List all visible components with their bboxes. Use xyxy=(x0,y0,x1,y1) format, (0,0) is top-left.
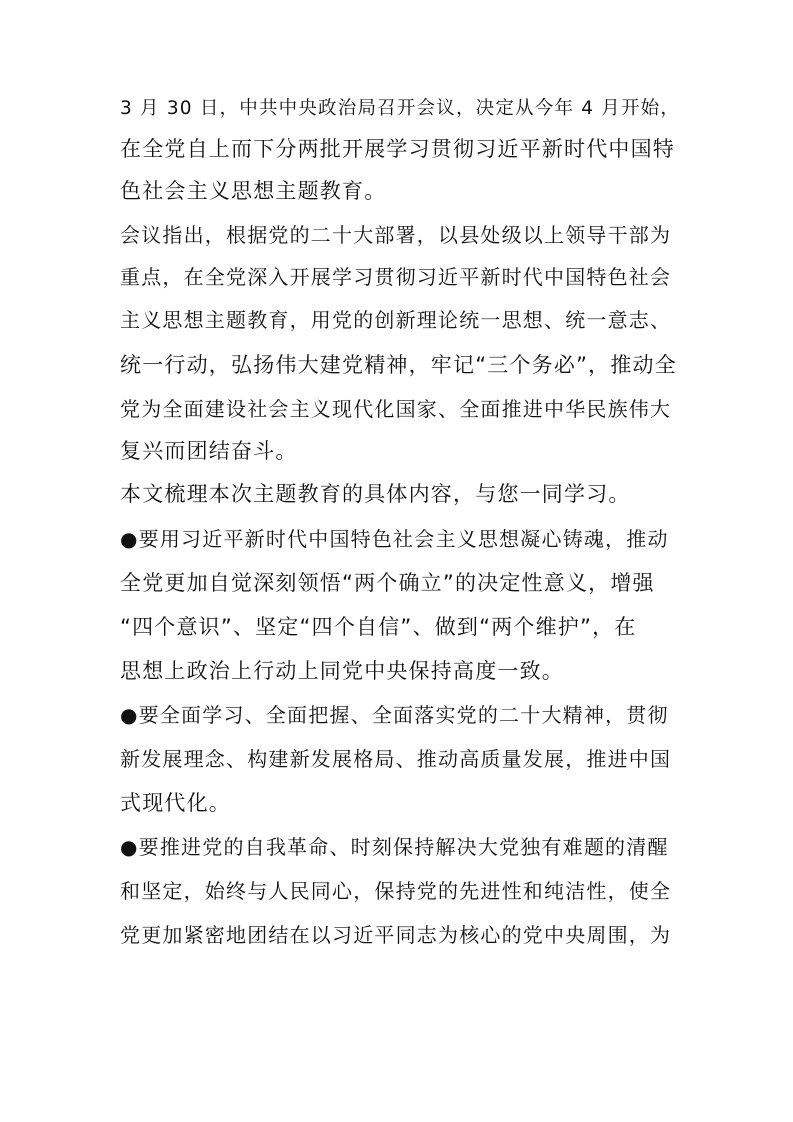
text-line: 思想上政治上行动上同党中央保持高度一致。 xyxy=(120,659,564,683)
text-line: 会议指出，根据党的二十大部署，以县处级以上领导干部为 xyxy=(120,223,672,247)
text-line: 党更加紧密地团结在以习近平同志为核心的党中央周围，为 xyxy=(120,923,672,947)
text-line: 统一行动，弘扬伟大建党精神，牢记“三个务必”，推动全 xyxy=(120,353,677,377)
bullet-line: ●要全面学习、全面把握、全面落实党的二十大精神，贯彻 xyxy=(120,703,669,727)
text-line: 3 月 30 日，中共中央政治局召开会议，决定从今年 4 月开始， xyxy=(120,98,681,119)
text-line: 主义思想主题教育，用党的创新理论统一思想、统一意志、 xyxy=(120,308,672,332)
bullet-line: ●要推进党的自我革命、时刻保持解决大党独有难题的清醒 xyxy=(120,835,669,859)
text-line: 本文梳理本次主题教育的具体内容，与您一同学习。 xyxy=(120,482,631,506)
text-line: 在全党自上而下分两批开展学习贯彻习近平新时代中国特 xyxy=(120,137,675,161)
text-line: 式现代化。 xyxy=(120,791,231,815)
bullet-line: ●要用习近平新时代中国特色社会主义思想凝心铸魂，推动 xyxy=(120,527,669,551)
text-line: 复兴而团结奋斗。 xyxy=(120,439,298,463)
text-line: 色社会主义思想主题教育。 xyxy=(120,179,387,203)
text-line: 全党更加自觉深刻领悟“两个确立”的决定性意义，增强 xyxy=(120,571,655,595)
text-line: 和坚定，始终与人民同心，保持党的先进性和纯洁性，使全 xyxy=(120,879,672,903)
text-line: 新发展理念、构建新发展格局、推动高质量发展，推进中国 xyxy=(120,747,672,771)
text-line: 重点，在全党深入开展学习贯彻习近平新时代中国特色社会 xyxy=(120,265,672,289)
text-line: “四个意识”、坚定“四个自信”、做到“两个维护”，在 xyxy=(120,615,637,639)
text-line: 党为全面建设社会主义现代化国家、全面推进中华民族伟大 xyxy=(120,397,672,421)
